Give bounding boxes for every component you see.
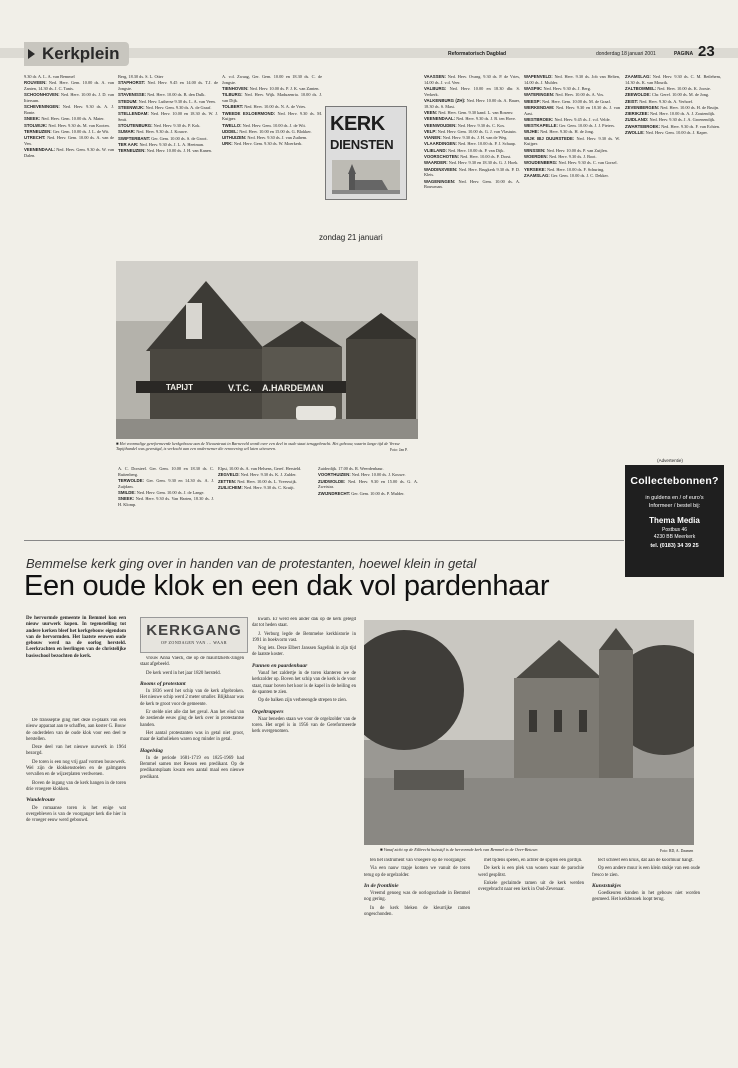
ad-phone: tel. (0183) 34 39 25 (650, 543, 699, 550)
listing-entry: WOUDENBERG: Ned. Herv. 9.30 ds. C. van Gorsel. (524, 160, 618, 166)
article-paragraph: met tijdens spelen, en achter de spijlen een gordijn. (484, 858, 583, 863)
photo2-credit: Foto: RD, A. Daamen (660, 849, 694, 853)
listing-entry: ZWIJNDRECHT: Ger. Gem. 10.00 ds. P. Mulder. (318, 490, 405, 496)
listing-entry: ZEGVELD: Ned. Herv. 9.30 ds. K. J. Zulder. (218, 472, 297, 478)
article-column-5 (478, 858, 584, 1054)
listing-column-1 (24, 74, 114, 436)
article-paragraph: Deze deel van het nieuwe uurwerk in 1964 bezorgd. (26, 745, 126, 757)
ad-address: Postbus 46 (661, 527, 688, 533)
publication-date: donderdag 18 januari 2001 (596, 51, 656, 57)
listing-entry: WAPENVELD: Ned. Herv. 9.30 ds. Job van Helten, 14.00 ds. J. Mulder. (524, 74, 620, 85)
listing-column-5 (524, 74, 620, 522)
listing-entry: WIJK BIJ DUURSTEDE: Ned. Herv. 9.30 ds. W. Kuijper. (524, 135, 620, 147)
listing-column-3 (222, 74, 322, 258)
listing-entry: WATERINGEN: Ned. Herv. 10.00 ds. A. Vos. (524, 92, 605, 98)
collectebonnen-advertisement[interactable] (625, 465, 724, 577)
church-silhouette-icon (332, 160, 400, 194)
col6-paragraphs (592, 858, 700, 879)
listing-entry: ZIERIKZEE: Ned. Herv. 10.00 ds. A. J. Zoutendijk. (625, 111, 716, 117)
photo2-caption: ■ Vanaf zicht op de Eilbrecht huisstijl is de hervormde kerk van Bemmel in de Over-Betuwe. (380, 847, 539, 852)
listing-bottom-column-3 (218, 466, 314, 526)
article-column-4 (364, 858, 470, 1054)
vtc-sign: V.T.C. (228, 383, 252, 393)
listing-entry: VLAARDINGEN: Ned. Herv. 10.00 ds. P. J. Schaap. (424, 141, 516, 147)
article-paragraph: In de periode 1681-1719 en 1825-1969 had Bemmel samen met Ressen een predikant. Op de predikantsplaats kwam een aantal maal een nieuwe predikant. (140, 755, 244, 780)
listing-entry: STELLENDAM: Ned. Herv. 10.00 en 18.30 ds. W. J. Smit. (118, 111, 218, 122)
article-paragraph: vrouw Anna Vaeck, die op de mauritzkerk-zingen staat afgebeeld. (140, 656, 244, 668)
article-paragraph: Goedkeuren konden in het gebouw niet worden gesmeed. Het kerkbezoek loopt terug. (592, 891, 700, 903)
section-title: Kerkplein (42, 44, 120, 63)
col2-heading2: Hagelslag (140, 747, 163, 754)
listing-entry: VEENENDAAL: Ned. Herv. 9.30 ds. J. B. ten Hove. (424, 116, 516, 122)
listing-entry: STOUTENBURG: Ned. Herv. 9.30 ds. P. Kok. (118, 123, 201, 129)
article-paragraph: De kerk is een plek van wonen waar de parochie werd gesplitst. (478, 866, 584, 878)
listing-entry: ZETTEN: Ned. Herv. 10.00 ds. L. Vreeswijk. (218, 478, 297, 484)
listing-entry: ZWARTEBROEK: Ned. Herv. 9.30 ds. F. van Echten. (625, 123, 720, 129)
listing-entry: VOORSCHOTEN: Ned. Herv. 10.00 ds. P. Dorst. (424, 154, 512, 160)
publication-name: Reformatorisch Dagblad (448, 51, 507, 57)
photo1-credit: Foto: Jan P. (390, 448, 408, 452)
listing-entry: VEEN: Ned. Herv. Gem. 9.30 kand. L. van Rosenv. (424, 110, 514, 115)
listing-entry: WIJHE: Ned. Herv. 9.30 ds. H. de Jong. (524, 129, 595, 135)
listing-entry: VEENWOUDEN: Ned. Herv. 9.30 ds. C. Kos. (424, 122, 506, 128)
listing-entry: UTRECHT: Ned. Herv. Gem. 10.00 ds. A. van de Ven. (24, 135, 114, 146)
listing-entry: TWEEDE EXLOERMOND: Ned. Herv. 9.30 ds. M. Kuijper. (222, 110, 322, 122)
article-paragraph: Vreemd genoeg was de oorlogsschade in Bemmel nog gering. (364, 891, 470, 903)
listing-entry: URK: Ned. Herv. Gem. 9.30 ds. W. Moerkerk. (222, 141, 303, 147)
kerkgang-logo (140, 617, 248, 653)
article-paragraph: Naar beneden staan we voor de orgelzolder van de toren. Het orgel is in 1956 van de Gereformeerde kerk overgenomen. (252, 716, 356, 735)
article-paragraph: J. Verburg legde de Bemmelse kerkhistorie in 1991 in boekvorm vast. (252, 631, 356, 643)
article-subheadline: Bemmelse kerk ging over in handen van de protestanten, hoewel klein in getal (26, 556, 477, 571)
listing-entry: ZALTBOMMEL: Ned. Herv. 10.00 ds. K. Jooste. (625, 86, 711, 91)
listing-entry: TILBURG: Ned. Herv. Wijk. Maduzenria. 10.00 ds. J. van Dijk. (222, 92, 322, 103)
listing-entry: WESTBROEK: Ned. Herv. 9.45 ds. J. v.d. Velde. (524, 116, 611, 122)
listing-entry: WINSSEN: Ned. Herv. 10.00 ds. P. van Zuijlen. (524, 147, 608, 153)
listing-entry: WAGENINGEN: Ned. Herv. Gem. 10.00 ds. A. Bouwman. (424, 178, 520, 190)
article-paragraph: Boven de ingang van de kerk hangen in de toren drie vroegere klokken. (26, 780, 126, 792)
logo-title-line2: DIENSTEN (330, 137, 394, 152)
page-label: PAGINA (674, 51, 694, 57)
listing-entry: SUMAR: Ned. Herv. 9.30 ds. J. Kouwe. (118, 129, 188, 135)
kerkgang-subtitle: OP ZONDAGEN VAN ... WAAR (161, 640, 227, 645)
listing-entry: 9.30 dr. A. L. A. van Bemmel (24, 74, 75, 79)
church-building-photo (116, 261, 418, 439)
tapijt-sign: TAPIJT (166, 383, 193, 392)
listing-entry: VIANEN: Ned. Herv. 9.30 ds. J. H. van de Weg. (424, 135, 508, 141)
listing-entry: VOORTHUIZEN: Ned. Herv. 10.00 ds. J. Kouwe. (318, 472, 406, 478)
ad-title: Collectebonnen? (630, 475, 719, 487)
listing-entry: STEDUM: Ned. Herv. Lutherse 9.30 ds. L. A. van Veen. (118, 98, 216, 104)
col4-paragraphs (364, 858, 470, 879)
article-paragraph: Het aantal protestanten was in getal niet groot, maar de katholieken waren nog minder in getal. (140, 730, 244, 743)
article-paragraph: De toren is een nog vrij gaaf vormen bouwwerk. Wel zijn de klokkenstoelen en de galmgaten vervallen en de wijzerplaten verdwenen. (26, 759, 126, 778)
bemmel-church-photo (364, 620, 694, 845)
listing-entry: VALKENBURG (ZH): Ned. Herv. 10.00 ds. A. Bauer, 18.30 ds. S. Mast. (424, 98, 520, 109)
article-paragraph: tect schreef een kruis, dat aan de koormuur hangt. (598, 858, 694, 863)
article-paragraph: Enkele geclaimde ramen uit de kerk werden overgebracht naar een kerk in Oud-Zevenaar. (478, 880, 584, 893)
article-paragraph: Via een nauw trapje komen we vanuit de toren terug op de orgelzolder. (364, 866, 470, 878)
col1-heading: Wandelroute (26, 797, 55, 804)
listing-entry: ZEIST: Ned. Herv. 9.30 ds. A. Verhoef. (625, 98, 694, 104)
article-column-2 (140, 656, 244, 1054)
listing-entry: ZAAMSLAG: Ger. Gem. 10.00 ds. J. C. Dekker. (524, 172, 609, 178)
article-paragraph: In 1836 werd het schip van de kerk afgebroken. Het nieuwe schip werd 2 meter smaller. Blijkbaar was de kerk te groot voor de gemeente. (140, 689, 244, 707)
listing-bottom-column-2 (118, 466, 214, 526)
listing-entry: VAASSEN: Ned. Herv. Ovang. 9.30 ds. P. de Vries, 14.00 ds. J. v.d. Veer. (424, 74, 520, 85)
listing-entry: A. C. Dorsteel. Ger. Gem. 10.00 en 18.30 ds. C. Ruitenberg. (118, 466, 214, 477)
listing-entry: ZUIDWOLDE: Ned. Herv. 9.30 en 15.00 ds. G. A. Zweistra. (318, 478, 418, 490)
listing-entry: WERKENDAM: Ned. Herv. 9.30 en 18.30 ds. J. van Aast. (524, 104, 620, 116)
col2-after2-paragraphs (140, 756, 244, 781)
listing-entry: SMILDE: Ned. Herv. Gem. 10.00 ds. J. de Lange. (118, 490, 205, 495)
kerkgang-title: KERKGANG (146, 622, 242, 639)
listing-entry: TERNEUZEN: Ger. Gem. 10.00 ds. J. L. de Wit. (24, 128, 110, 134)
article-paragraph: Op een andere muur is een klein stukje van een oude fresco te zien. (592, 866, 700, 878)
col3-after2-paragraphs (252, 717, 356, 736)
listing-entry: TERWOLDE: Ger. Gem. 9.30 en 14.30 ds. A. J. Zuijdam. (118, 478, 214, 489)
article-paragraph: De transseptie ging met deze in-plaats van een nieuw apparaat aan te schaffen, aan koster G. Bouw de onderdelen van de oude klok voor een deel te herstellen. (26, 718, 126, 742)
listing-entry: TIENHOVEN: Ned. Herv. 10.00 ds. P. J. K. van Zanten. (222, 86, 320, 91)
listing-entry: WEESP: Ned. Herv. Gem. 10.00 ds. M. de Graaf. (524, 98, 611, 104)
listing-entry: A. v.d. Zwaag, Ger. Gem. 10.00 en 18.30 ds. C. de Jongste. (222, 74, 322, 85)
listing-entry: VLIELAND: Ned. Herv. 10.00 ds. P. van Dijk. (424, 147, 505, 153)
col4-heading: In de frontlinie (364, 882, 399, 889)
ad-company: Thema Media (649, 516, 700, 525)
col3-heading: Pannen en paardenhaar (252, 662, 308, 669)
article-paragraph: ten het instrument van vroegere op de voorganger. (370, 858, 467, 863)
col1-after-paragraphs (26, 806, 126, 825)
kerkdiensten-logo (325, 106, 407, 200)
listing-bottom-column-4 (318, 466, 418, 526)
col1-paragraphs (26, 718, 126, 793)
listing-entry: ZWOLLE: Ned. Herv. Gem. 10.00 ds. J. Kaper. (625, 130, 708, 136)
article-column-1 (26, 718, 126, 1054)
listing-entry: SCHOONHOVEN: Ned. Herv. 10.00 ds. J. D. van Ittersum. (24, 92, 114, 103)
listing-entry: Berg, 18.30 ds. S. L. Otter (118, 74, 164, 79)
ad-postcode: 4230 BB Meerkerk (653, 533, 696, 540)
listing-entry: VEENENDAAL: Ned. Herv. Gem. 9.30 ds. W. van Dalen. (24, 147, 114, 158)
article-paragraph: De kerk werd in het jaar 1820 hersteld. (146, 670, 221, 676)
col3-after-paragraphs (252, 671, 356, 704)
listing-entry: YERSEKE: Ned. Herv. 10.00 ds. F. Schuring. (524, 166, 605, 172)
listing-entry: UITHUIZEN: Ned. Herv. 9.30 ds. J. van Zuthem. (222, 135, 308, 141)
listing-entry: ZEEWOLDE: Chr. Geref. 10.00 ds. M. de Jong. (625, 92, 710, 98)
listing-entry: WASPIK: Ned. Herv. 9.30 ds. J. Berg. (524, 86, 591, 91)
article-intro (26, 616, 126, 660)
listing-entry: VELP: Ned. Herv. Gem. 10.00 ds. G. J. van Vlastuin. (424, 128, 517, 134)
listing-entry: Zuiderdijk. 17.00 ds. R. Weerdenbaur. (318, 466, 384, 471)
listing-entry: WADDINXVEEN: Ned. Herv. Brugkerk 9.30 ds. P. D. Kleis. (424, 166, 520, 178)
arrow-icon (28, 49, 35, 59)
article-paragraph: Op de balken zijn verbreengde strepen te zien. (258, 698, 347, 704)
listing-entry: VALBURG: Ned. Herv. 10.00 en 18.30 dhr. S. Verkerk. (424, 86, 520, 97)
col2-heading: Rooms of protestant (140, 680, 186, 687)
listing-entry: WESTKAPELLE: Ger. Gem. 10.00 ds. J. J. Pieters. (524, 123, 615, 129)
col2-paragraphs (140, 656, 244, 677)
listing-entry: STAVENISSE: Ned. Herv. 10.00 ds. B. den Dulk. (118, 92, 206, 98)
article-paragraph: Nog iets. Deze Elbert Janssen Sagelink in zijn tijd de laatste koster. (252, 646, 356, 658)
section-masthead (24, 42, 129, 66)
listing-column-2 (118, 74, 218, 258)
listing-entry: ROUVEEN: Ned. Herv. Gem. 10.00 ds. A. van Zanten, 14.30 ds. J. C. Tanis. (24, 80, 114, 91)
article-headline: Een oude klok en een dak vol pardenhaar (24, 570, 550, 602)
listing-entry: Elpsi, 10.00 ds. A. van Helsens, Geref. Hersteld. (218, 466, 302, 471)
col6-after-paragraphs (592, 891, 700, 904)
col4-after-paragraphs (364, 891, 470, 918)
listing-entry: ZUIDLAND: Ned. Herv. 9.30 ds. J. A. Groenendijk. (625, 117, 716, 123)
hardeman-sign: A.HARDEMAN (262, 383, 324, 393)
article-paragraph: Vanaf het zaldertje in de toren klanteren we de kerkzolder op. Boven het schip van de kerk is de voor staat, maar boven het koor is de kapel in de heiling en de spanten te zien. (252, 671, 356, 695)
listing-entry: SNEEK: Ned. Herv. 9.30 ds. Van Harten, 18.30 ds. J. H. Klomp. (118, 496, 214, 507)
listing-entry: TWELLO: Ned. Herv. Gem. 10.00 ds. J. de Wit. (222, 122, 306, 128)
listing-column-4 (424, 74, 520, 522)
article-paragraph: kwam. Er werd een ander dak op de kerk gelegd dat tot heden staat. (252, 617, 356, 629)
col2-after-paragraphs (140, 689, 244, 743)
advertisement-label: (Advertentie) (657, 458, 683, 463)
listing-entry: WAARDER: Ned. Herv. 9.30 en 18.30 ds. G. J. Hoek. (424, 160, 519, 166)
article-paragraph: In de kerk bleken de kleurrijke ramen ongeschonden. (364, 905, 470, 918)
listing-entry: ZUILICHEM: Ned. Herv. 9.30 ds. C. Kruijt. (218, 484, 295, 490)
page-header (24, 42, 724, 66)
listing-entry: STOLWIJK: Ned. Herv. 9.30 ds. M. van Kooten. (24, 122, 110, 128)
listing-entry: ZEVENBERGEN: Ned. Herv. 10.00 ds. H. de Bruijn. (625, 104, 720, 110)
listing-entry: TER AAR: Ned. Herv. 9.30 ds. J. L. A. Heetman. (118, 142, 204, 148)
service-date: zondag 21 januari (319, 233, 383, 242)
intro-text: De hervormde gemeente in Bemmel kon een nieuw uurwerk kopen. In tegenstelling tot andere kerken bleef het kerkgebouw eigendom van de hervormden. Het laatste eeuwen oude gebouw werd na de oorlog hersteld. Leerkrachten en leerlingen van de christelijke basisschool bezochten de kerk. (26, 616, 126, 659)
ad-line2: Informeer / bestel bij: (648, 503, 701, 509)
article-paragraph: Er stelde niet alle dat het geval. Aan het eind van de zestiende eeuw ging de kerk over in protestantse handen. (140, 710, 244, 728)
article-column-6 (592, 858, 700, 1054)
col3-paragraphs (252, 617, 356, 659)
logo-title-line1: KERK (330, 113, 385, 135)
listing-entry: STAPHORST: Ned. Herv. 9.45 en 14.00 ds. T.J. de Jongste. (118, 80, 218, 91)
photo1-caption: ■ Het voormalige gereformeerde kerkgebouw aan de Nieuwstraat in Barneveld wordt over een deel in oude staat teruggebracht. Het gebouw, waarin lange tijd de Versse Tapijthandel was gevestigd, is verkocht aan een ondernemer die renovering wil laten uitvoeren. (116, 441, 400, 452)
col6-heading: Kunststukjes (592, 882, 622, 889)
listing-entry: TOLBERT: Ned. Herv. 10.00 ds. N. A. de Vries. (222, 104, 307, 110)
listing-column-6 (625, 74, 721, 454)
listing-entry: STEENWIJK: Ned. Herv. Gem. 9.30 ds. A. de Graaf. (118, 104, 212, 110)
col5-paragraphs (478, 858, 584, 893)
listing-entry: SWIFTERBANT: Ger. Gem. 10.00 ds. S. de Groot. (118, 135, 208, 141)
col3-heading2: Orgeltrappers (252, 708, 284, 715)
article-column-3 (252, 617, 356, 1054)
listing-entry: ZAAMSLAG: Ned. Herv. 9.30 ds. C. M. Betlehem, 14.30 ds. K. van Mourik. (625, 74, 721, 85)
page-number: 23 (698, 43, 715, 60)
listing-entry: SNEEK: Ned. Herv. Gem. 10.00 ds. A. Mater. (24, 116, 105, 122)
ad-line1: in guldens en / of euro's (645, 495, 704, 501)
listing-entry: UDDEL: Ned. Herv. 10.00 en 15.00 ds. G. Blokker. (222, 128, 312, 134)
listing-entry: WOERDEN: Ned. Herv. 9.30 ds. J. Boot. (524, 154, 597, 160)
listing-entry: TERNEUZEN: Ned. Herv. 10.00 ds. J. H. van Kanen. (118, 148, 212, 154)
listing-entry: SCHEVENINGEN: Ned. Herv. 9.30 ds. A. J. Bonte. (24, 104, 114, 115)
divider (24, 540, 624, 541)
article-paragraph: De romaanse toren is het enige wat overgebleven is van de voorganger kerk die hier in de vroeger eeuw werd gebouwd. (26, 805, 126, 824)
